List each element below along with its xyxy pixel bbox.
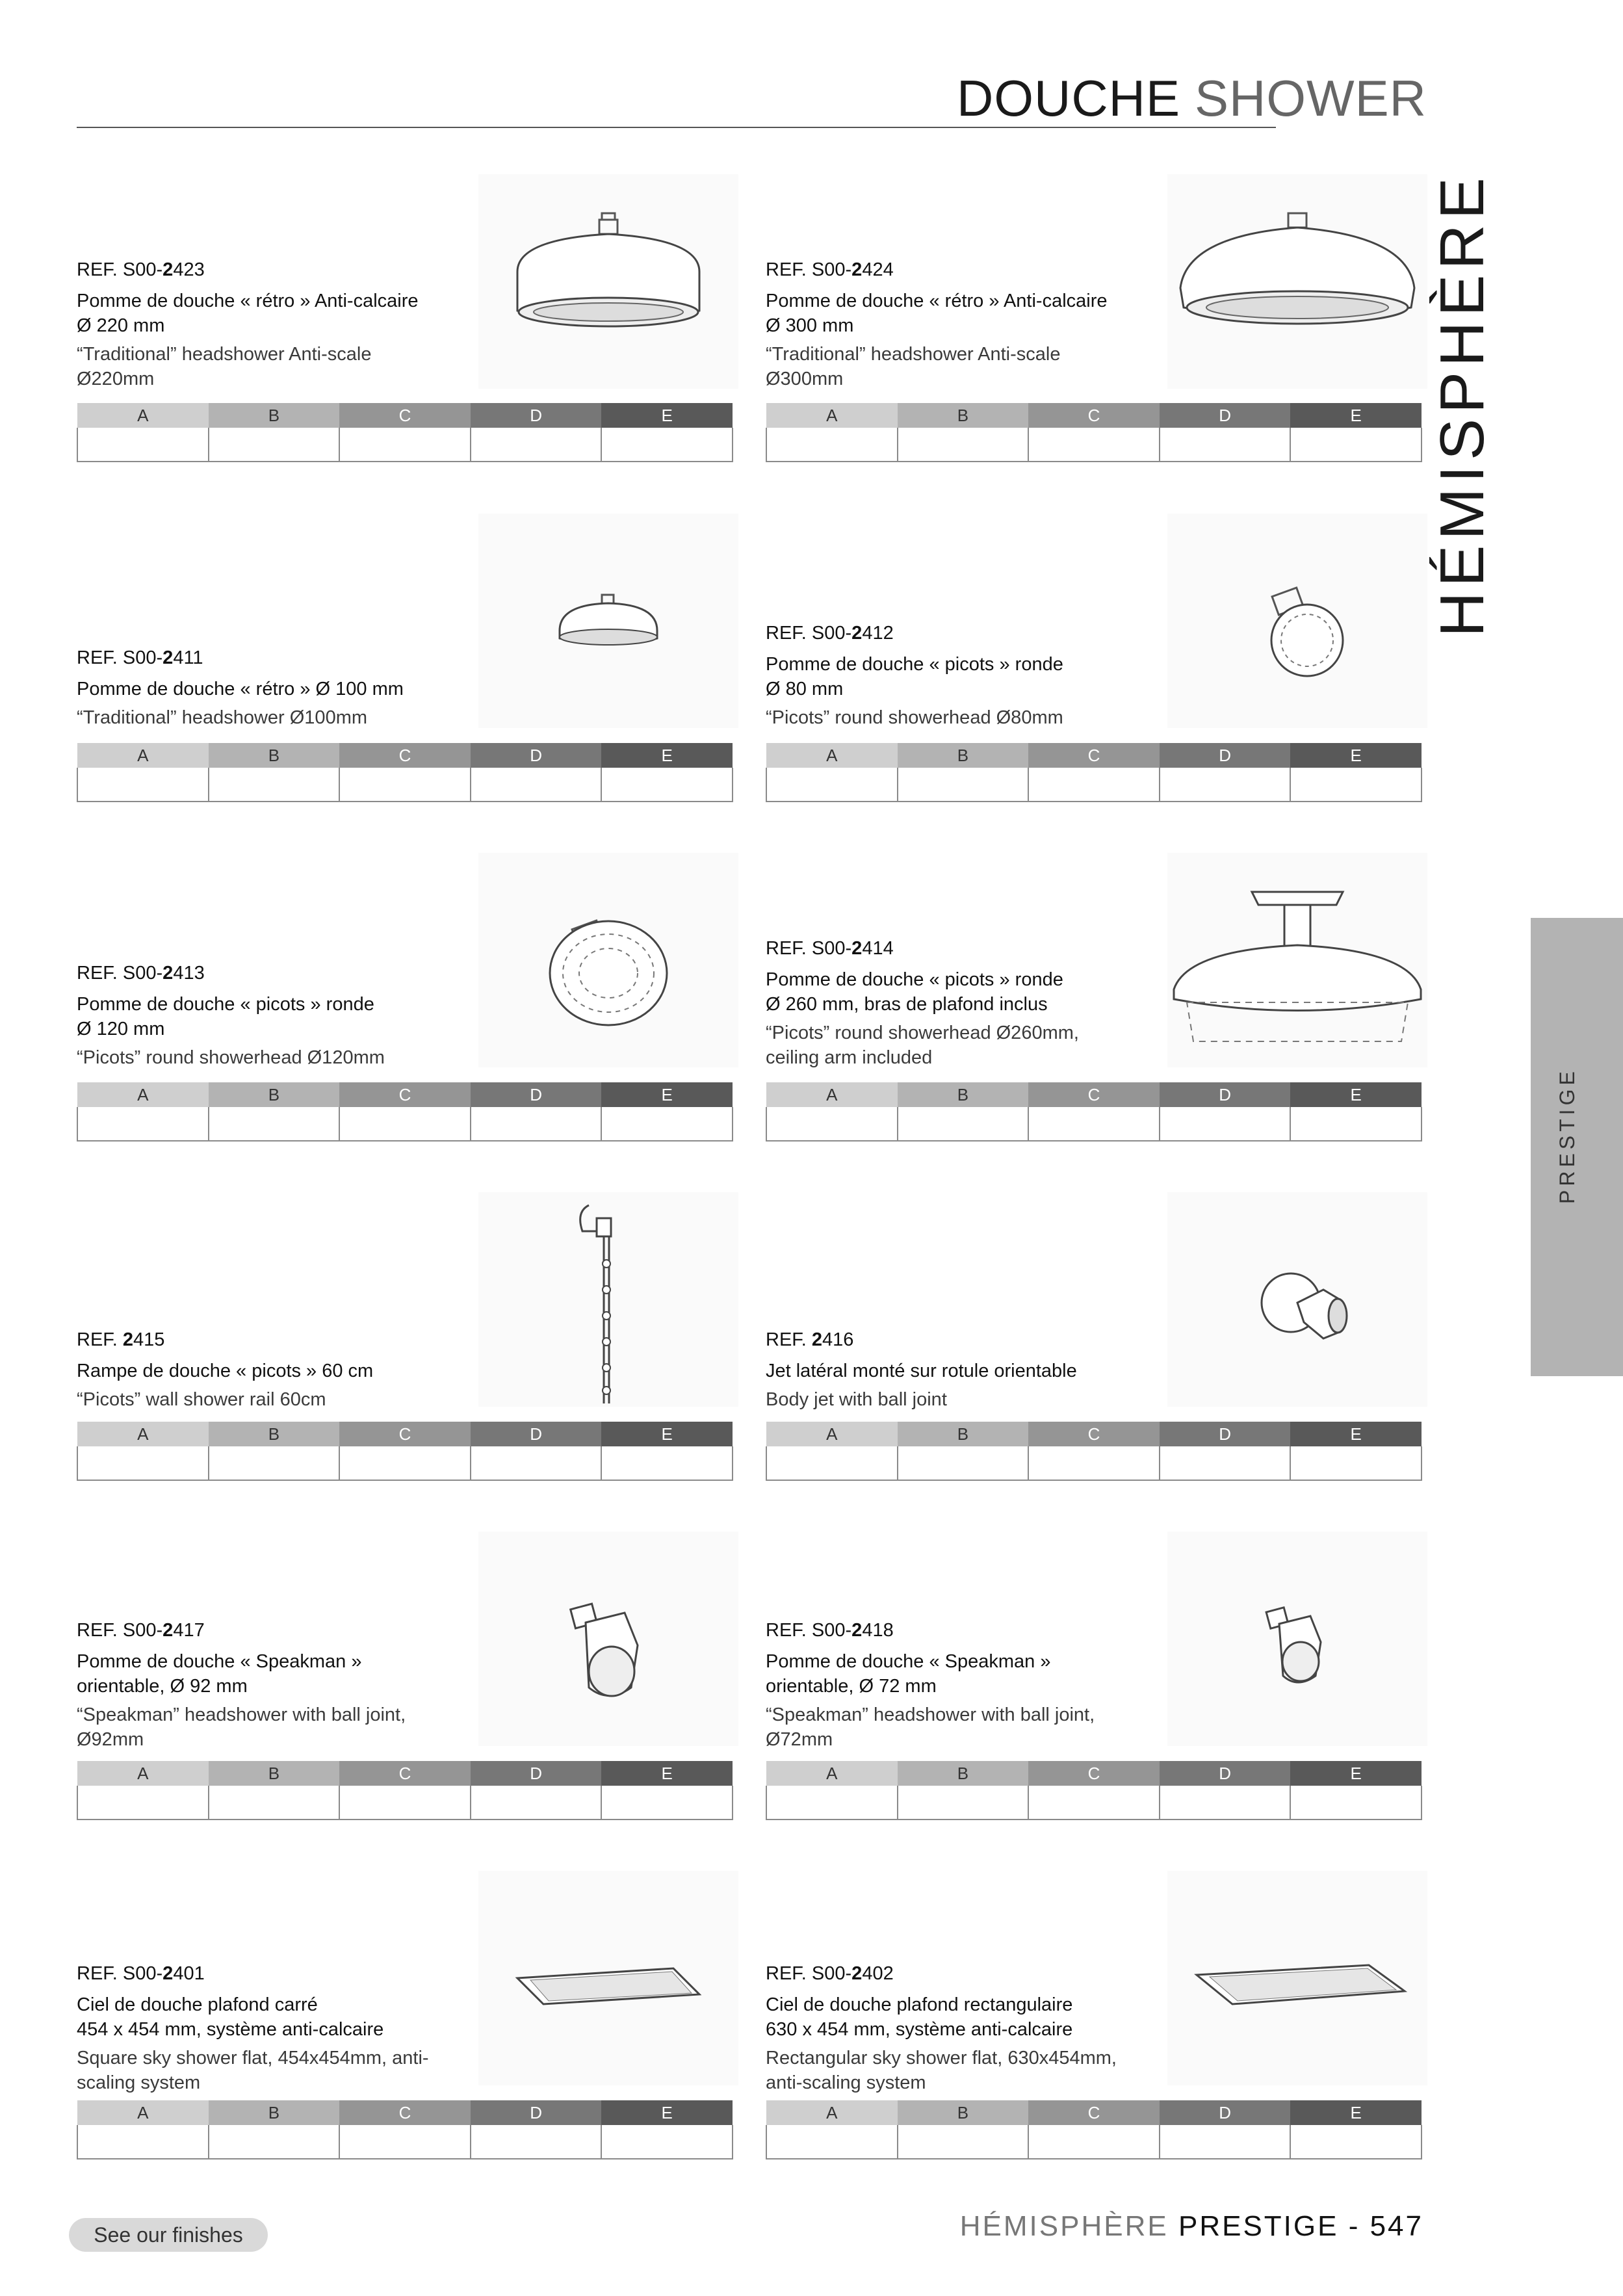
finish-cell — [1160, 1107, 1291, 1141]
finish-cell — [1290, 2125, 1422, 2159]
finish-cell — [766, 1446, 898, 1480]
finish-cell — [601, 2125, 733, 2159]
finish-cell — [898, 428, 1029, 462]
finish-cell — [1028, 428, 1160, 462]
finish-header-b: B — [898, 1082, 1029, 1107]
finish-header-b: B — [898, 1422, 1029, 1446]
product-description-en: “Speakman” headshower with ball joint, Ø92mm — [77, 1704, 406, 1750]
product-ref: REF. 2416 — [766, 1329, 854, 1350]
finish-header-e: E — [1290, 403, 1422, 428]
product-description-fr: Pomme de douche « Speakman » orientable, Ø 92 mm — [77, 1651, 362, 1697]
finish-cell — [1290, 1786, 1422, 1820]
product-2416 — [766, 1327, 1422, 1412]
product-ref: REF. S00-2418 — [766, 1620, 894, 1641]
finish-header-d: D — [1160, 403, 1291, 428]
finish-cell — [77, 2125, 209, 2159]
finish-cell — [601, 428, 733, 462]
finish-cell — [471, 1446, 602, 1480]
title-en: SHOWER — [1195, 70, 1427, 127]
product-ref: REF. S00-2401 — [77, 1963, 205, 1984]
finish-header-b: B — [898, 743, 1029, 768]
finish-header-a: A — [77, 743, 209, 768]
finish-header-e: E — [601, 2100, 733, 2125]
finish-cell — [471, 1786, 602, 1820]
finish-cell — [601, 1446, 733, 1480]
finish-header-b: B — [209, 1082, 340, 1107]
finish-table-2418 — [766, 1761, 1422, 1820]
finish-cell — [1290, 428, 1422, 462]
finish-table-2413 — [77, 1082, 733, 1141]
finish-header-b: B — [209, 743, 340, 768]
finish-cell — [601, 1107, 733, 1141]
product-description-en: “Picots” round showerhead Ø260mm, ceiling arm included — [766, 1023, 1079, 1068]
product-description-fr: Pomme de douche « rétro » Ø 100 mm — [77, 679, 404, 699]
finish-cell — [339, 2125, 471, 2159]
product-description-fr: Ciel de douche plafond rectangulaire 630 x 454 mm, système anti-calcaire — [766, 1994, 1073, 2040]
finish-table-2412 — [766, 743, 1422, 802]
product-description-en: Body jet with ball joint — [766, 1389, 947, 1410]
finish-header-c: C — [339, 403, 471, 428]
finish-header-c: C — [1028, 1422, 1160, 1446]
finish-cell — [471, 1107, 602, 1141]
finish-header-a: A — [766, 1422, 898, 1446]
finish-cell — [898, 1786, 1029, 1820]
finish-header-e: E — [601, 1082, 733, 1107]
finish-cell — [1028, 2125, 1160, 2159]
finish-cell — [1290, 1107, 1422, 1141]
product-2423 — [77, 257, 733, 391]
finish-table-2401 — [77, 2100, 733, 2159]
product-description-en: “Picots” round showerhead Ø120mm — [77, 1047, 385, 1068]
section-tab-label: PRESTIGE — [1555, 1067, 1579, 1204]
finish-table-2417 — [77, 1761, 733, 1820]
product-ref: REF. 2415 — [77, 1329, 165, 1350]
finish-header-c: C — [1028, 1082, 1160, 1107]
product-2415 — [77, 1327, 733, 1412]
finish-cell — [766, 428, 898, 462]
product-description-en: “Traditional” headshower Anti-scale Ø300mm — [766, 344, 1061, 389]
finish-cell — [601, 768, 733, 802]
page-number: - 547 — [1348, 2210, 1423, 2242]
finish-cell — [1028, 1786, 1160, 1820]
finish-cell — [209, 1107, 340, 1141]
finish-header-b: B — [898, 1761, 1029, 1786]
finish-cell — [898, 1107, 1029, 1141]
finish-header-a: A — [766, 403, 898, 428]
product-description-fr: Pomme de douche « picots » ronde Ø 260 mm, bras de plafond inclus — [766, 969, 1063, 1015]
finish-cell — [1290, 1446, 1422, 1480]
finish-cell — [77, 1107, 209, 1141]
product-ref: REF. S00-2412 — [766, 623, 894, 644]
footer-brand: HÉMISPHÈRE — [959, 2210, 1169, 2242]
finish-cell — [339, 768, 471, 802]
product-2413 — [77, 961, 733, 1070]
section-tab-prestige[interactable] — [1531, 918, 1623, 1376]
finish-header-a: A — [766, 743, 898, 768]
finish-header-d: D — [471, 1082, 602, 1107]
finish-header-a: A — [77, 403, 209, 428]
product-description-en: “Traditional” headshower Ø100mm — [77, 707, 368, 728]
finish-header-e: E — [1290, 2100, 1422, 2125]
finish-header-e: E — [601, 1761, 733, 1786]
finish-header-d: D — [471, 1761, 602, 1786]
product-description-fr: Pomme de douche « rétro » Anti-calcaire Ø 220 mm — [77, 291, 419, 336]
finish-header-a: A — [766, 2100, 898, 2125]
product-description-fr: Pomme de douche « picots » ronde Ø 120 mm — [77, 994, 374, 1039]
product-description-fr: Pomme de douche « rétro » Anti-calcaire Ø 300 mm — [766, 291, 1108, 336]
finish-header-e: E — [601, 743, 733, 768]
finish-header-d: D — [1160, 1422, 1291, 1446]
product-description-fr: Pomme de douche « Speakman » orientable, Ø 72 mm — [766, 1651, 1051, 1697]
product-2414 — [766, 936, 1422, 1070]
product-description-en: “Picots” wall shower rail 60cm — [77, 1389, 326, 1410]
finish-header-d: D — [471, 2100, 602, 2125]
header-divider — [77, 127, 1276, 128]
finish-header-c: C — [339, 1761, 471, 1786]
finish-header-b: B — [898, 403, 1029, 428]
product-ref: REF. S00-2423 — [77, 259, 205, 280]
product-description-fr: Pomme de douche « picots » ronde Ø 80 mm — [766, 654, 1063, 699]
finish-table-2416 — [766, 1422, 1422, 1481]
finish-header-b: B — [209, 2100, 340, 2125]
product-description-fr: Jet latéral monté sur rotule orientable — [766, 1361, 1077, 1381]
finish-cell — [471, 428, 602, 462]
product-description-en: “Traditional” headshower Anti-scale Ø220mm — [77, 344, 372, 389]
product-ref: REF. S00-2413 — [77, 963, 205, 984]
product-2411 — [77, 646, 733, 730]
finish-header-b: B — [209, 1422, 340, 1446]
finish-cell — [1160, 768, 1291, 802]
finish-cell — [1028, 1107, 1160, 1141]
finish-cell — [1160, 428, 1291, 462]
finish-cell — [77, 768, 209, 802]
product-description-en: “Speakman” headshower with ball joint, Ø72mm — [766, 1704, 1095, 1750]
product-2418 — [766, 1618, 1422, 1752]
finish-table-2415 — [77, 1422, 733, 1481]
finish-cell — [766, 2125, 898, 2159]
finish-header-b: B — [209, 1761, 340, 1786]
product-ref: REF. S00-2417 — [77, 1620, 205, 1641]
finish-header-e: E — [1290, 1761, 1422, 1786]
finish-cell — [898, 768, 1029, 802]
see-finishes-button[interactable]: See our finishes — [69, 2218, 268, 2252]
product-2424 — [766, 257, 1422, 391]
product-ref: REF. S00-2424 — [766, 259, 894, 280]
finish-cell — [77, 1786, 209, 1820]
finish-header-b: B — [209, 403, 340, 428]
finish-header-c: C — [339, 1082, 471, 1107]
finish-cell — [77, 428, 209, 462]
finish-cell — [1160, 2125, 1291, 2159]
finish-cell — [1160, 1446, 1291, 1480]
product-description-en: Square sky shower flat, 454x454mm, anti- scaling system — [77, 2048, 429, 2093]
product-2412 — [766, 621, 1422, 730]
product-description-fr: Ciel de douche plafond carré 454 x 454 mm, système anti-calcaire — [77, 1994, 384, 2040]
finish-cell — [471, 2125, 602, 2159]
finish-cell — [77, 1446, 209, 1480]
finish-header-a: A — [77, 1422, 209, 1446]
finish-header-c: C — [1028, 403, 1160, 428]
product-ref: REF. S00-2411 — [77, 647, 203, 668]
finish-cell — [766, 768, 898, 802]
finish-header-a: A — [77, 2100, 209, 2125]
finish-header-e: E — [1290, 743, 1422, 768]
finish-header-d: D — [471, 1422, 602, 1446]
finish-cell — [209, 768, 340, 802]
finish-header-e: E — [601, 403, 733, 428]
finish-cell — [766, 1786, 898, 1820]
finish-cell — [209, 428, 340, 462]
finish-cell — [1028, 768, 1160, 802]
finish-cell — [339, 1107, 471, 1141]
finish-header-d: D — [1160, 1082, 1291, 1107]
product-2417 — [77, 1618, 733, 1752]
title-fr: DOUCHE — [956, 70, 1180, 127]
product-ref: REF. S00-2402 — [766, 1963, 894, 1984]
product-2402 — [766, 1961, 1422, 2095]
product-description-en: “Picots” round showerhead Ø80mm — [766, 707, 1063, 728]
finish-header-a: A — [77, 1761, 209, 1786]
brand-vertical-title: HÉMISPHÈRE — [1427, 172, 1497, 637]
finish-table-2414 — [766, 1082, 1422, 1141]
product-description-fr: Rampe de douche « picots » 60 cm — [77, 1361, 374, 1381]
finish-cell — [766, 1107, 898, 1141]
finish-header-d: D — [1160, 2100, 1291, 2125]
finish-header-d: D — [1160, 1761, 1291, 1786]
finish-header-e: E — [1290, 1422, 1422, 1446]
finish-cell — [898, 1446, 1029, 1480]
product-ref: REF. S00-2414 — [766, 938, 894, 959]
finish-cell — [209, 2125, 340, 2159]
finish-header-d: D — [1160, 743, 1291, 768]
finish-header-c: C — [1028, 1761, 1160, 1786]
finish-table-2402 — [766, 2100, 1422, 2159]
page-title — [957, 69, 1427, 127]
finish-cell — [209, 1786, 340, 1820]
finish-cell — [471, 768, 602, 802]
finish-cell — [1160, 1786, 1291, 1820]
finish-header-a: A — [77, 1082, 209, 1107]
finish-header-a: A — [766, 1761, 898, 1786]
finish-header-c: C — [1028, 743, 1160, 768]
finish-cell — [339, 1786, 471, 1820]
footer-page-label — [960, 2210, 1423, 2243]
finish-cell — [339, 428, 471, 462]
finish-header-b: B — [898, 2100, 1029, 2125]
finish-cell — [898, 2125, 1029, 2159]
finish-header-c: C — [339, 743, 471, 768]
product-description-en: Rectangular sky shower flat, 630x454mm, anti-scaling system — [766, 2048, 1117, 2093]
footer-collection: PRESTIGE — [1178, 2210, 1339, 2242]
finish-table-2411 — [77, 743, 733, 802]
finish-cell — [1290, 768, 1422, 802]
finish-header-d: D — [471, 403, 602, 428]
product-2401 — [77, 1961, 733, 2095]
finish-table-2423 — [77, 403, 733, 462]
finish-header-c: C — [1028, 2100, 1160, 2125]
finish-cell — [209, 1446, 340, 1480]
finish-header-d: D — [471, 743, 602, 768]
finish-cell — [339, 1446, 471, 1480]
finish-header-e: E — [1290, 1082, 1422, 1107]
finish-table-2424 — [766, 403, 1422, 462]
finish-cell — [601, 1786, 733, 1820]
finish-header-e: E — [601, 1422, 733, 1446]
finish-header-a: A — [766, 1082, 898, 1107]
finish-header-c: C — [339, 1422, 471, 1446]
finish-header-c: C — [339, 2100, 471, 2125]
finish-cell — [1028, 1446, 1160, 1480]
